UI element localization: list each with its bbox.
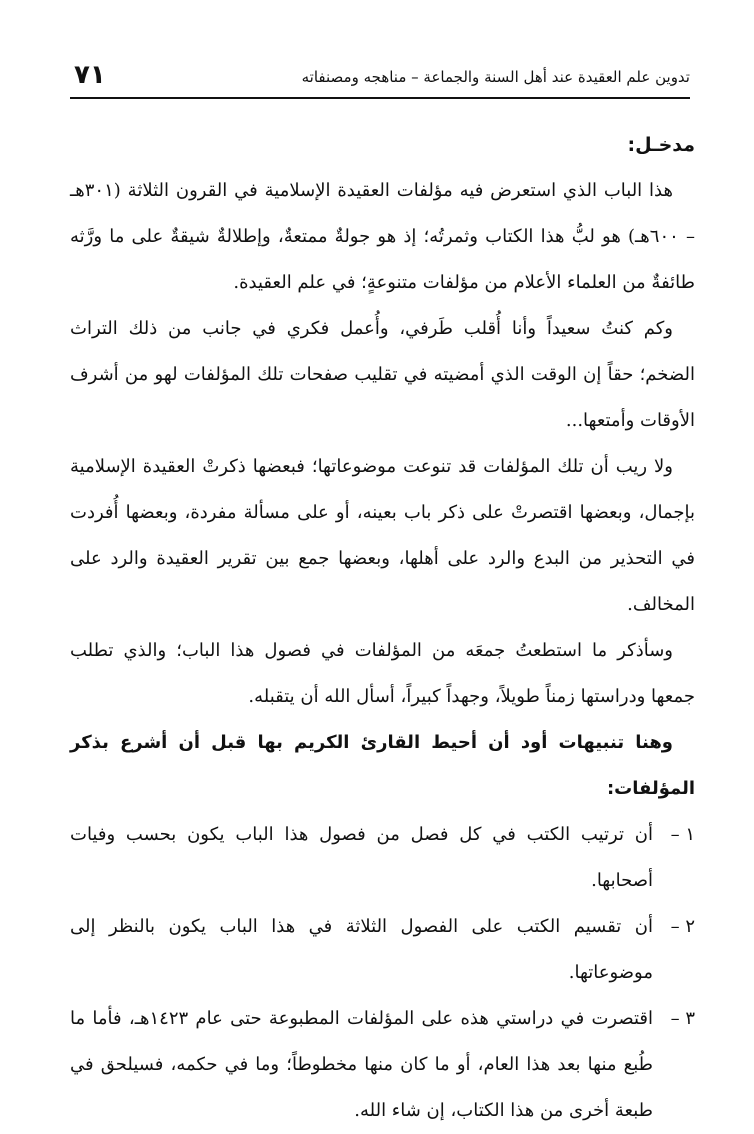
paragraph: وسأذكر ما استطعتُ جمعَه من المؤلفات في فصول هذا الباب؛ والذي تطلب جمعها ودراستها زمناً طويلاً، وجهداً كبيراً، أسأل الله أن يتقبله. bbox=[70, 640, 695, 707]
note-number: ١ – bbox=[670, 824, 695, 845]
note-text: أن ترتيب الكتب في كل فصل من فصول هذا الباب يكون بحسب وفيات أصحابها. bbox=[70, 824, 653, 891]
note-item bbox=[70, 904, 695, 996]
page-header bbox=[70, 58, 690, 98]
notes-heading: وهنا تنبيهات أود أن أحيط القارئ الكريم بها قبل أن أشرع بذكر المؤلفات: bbox=[70, 732, 695, 799]
note-number: ٢ – bbox=[670, 916, 695, 937]
note-number: ٣ – bbox=[670, 1008, 696, 1029]
note-text: أن تقسيم الكتب على الفصول الثلاثة في هذا الباب يكون بالنظر إلى موضوعاتها. bbox=[70, 916, 653, 983]
section-heading: مدخـل: bbox=[627, 134, 695, 156]
note-text: اقتصرت في دراستي هذه على المؤلفات المطبوعة حتى عام ١٤٢٣هـ، فأما ما طُبع منها بعد هذا العام، أو ما كان منها مخطوطاً؛ وما في حكمه، فسيلحق في طبعة أخرى من هذا الكتاب، إن شاء الله. bbox=[70, 1008, 654, 1121]
running-title: تدوين علم العقيدة عند أهل السنة والجماعة – مناهجه ومصنفاته bbox=[301, 68, 690, 86]
paragraph: هذا الباب الذي استعرض فيه مؤلفات العقيدة الإسلامية في القرون الثلاثة (٣٠١هـ – ٦٠٠هـ) هو لبُّ هذا الكتاب وثمرتُه؛ إذ هو جولةٌ ممتعةٌ، وإطلالةٌ شيقةٌ على ما ورَّثه طائفةٌ من العلماء الأعلام من مؤلفات متنوعةٍ؛ في علم العقيدة. bbox=[70, 180, 695, 293]
paragraph: ولا ريب أن تلك المؤلفات قد تنوعت موضوعاتها؛ فبعضها ذكرتْ العقيدة الإسلامية بإجمال، وبعضها اقتصرتْ على ذكر باب بعينه، أو على مسألة مفردة، وبعضها أُفردت في التحذير من البدع والرد على أهلها، وبعضها جمع بين تقرير العقيدة والرد على المخالف. bbox=[70, 456, 695, 615]
page-body bbox=[70, 122, 695, 1134]
header-divider bbox=[70, 97, 690, 99]
page-number: ٧١ bbox=[74, 60, 106, 90]
paragraph: وكم كنتُ سعيداً وأنا أُقلب طَرفي، وأُعمل فكري في جانب من ذلك التراث الضخم؛ حقاً إن الوقت الذي أمضيته في تقليب صفحات تلك المؤلفات لهو من أشرف الأوقات وأمتعها... bbox=[70, 318, 695, 431]
note-item bbox=[70, 812, 695, 904]
note-item bbox=[70, 996, 695, 1134]
